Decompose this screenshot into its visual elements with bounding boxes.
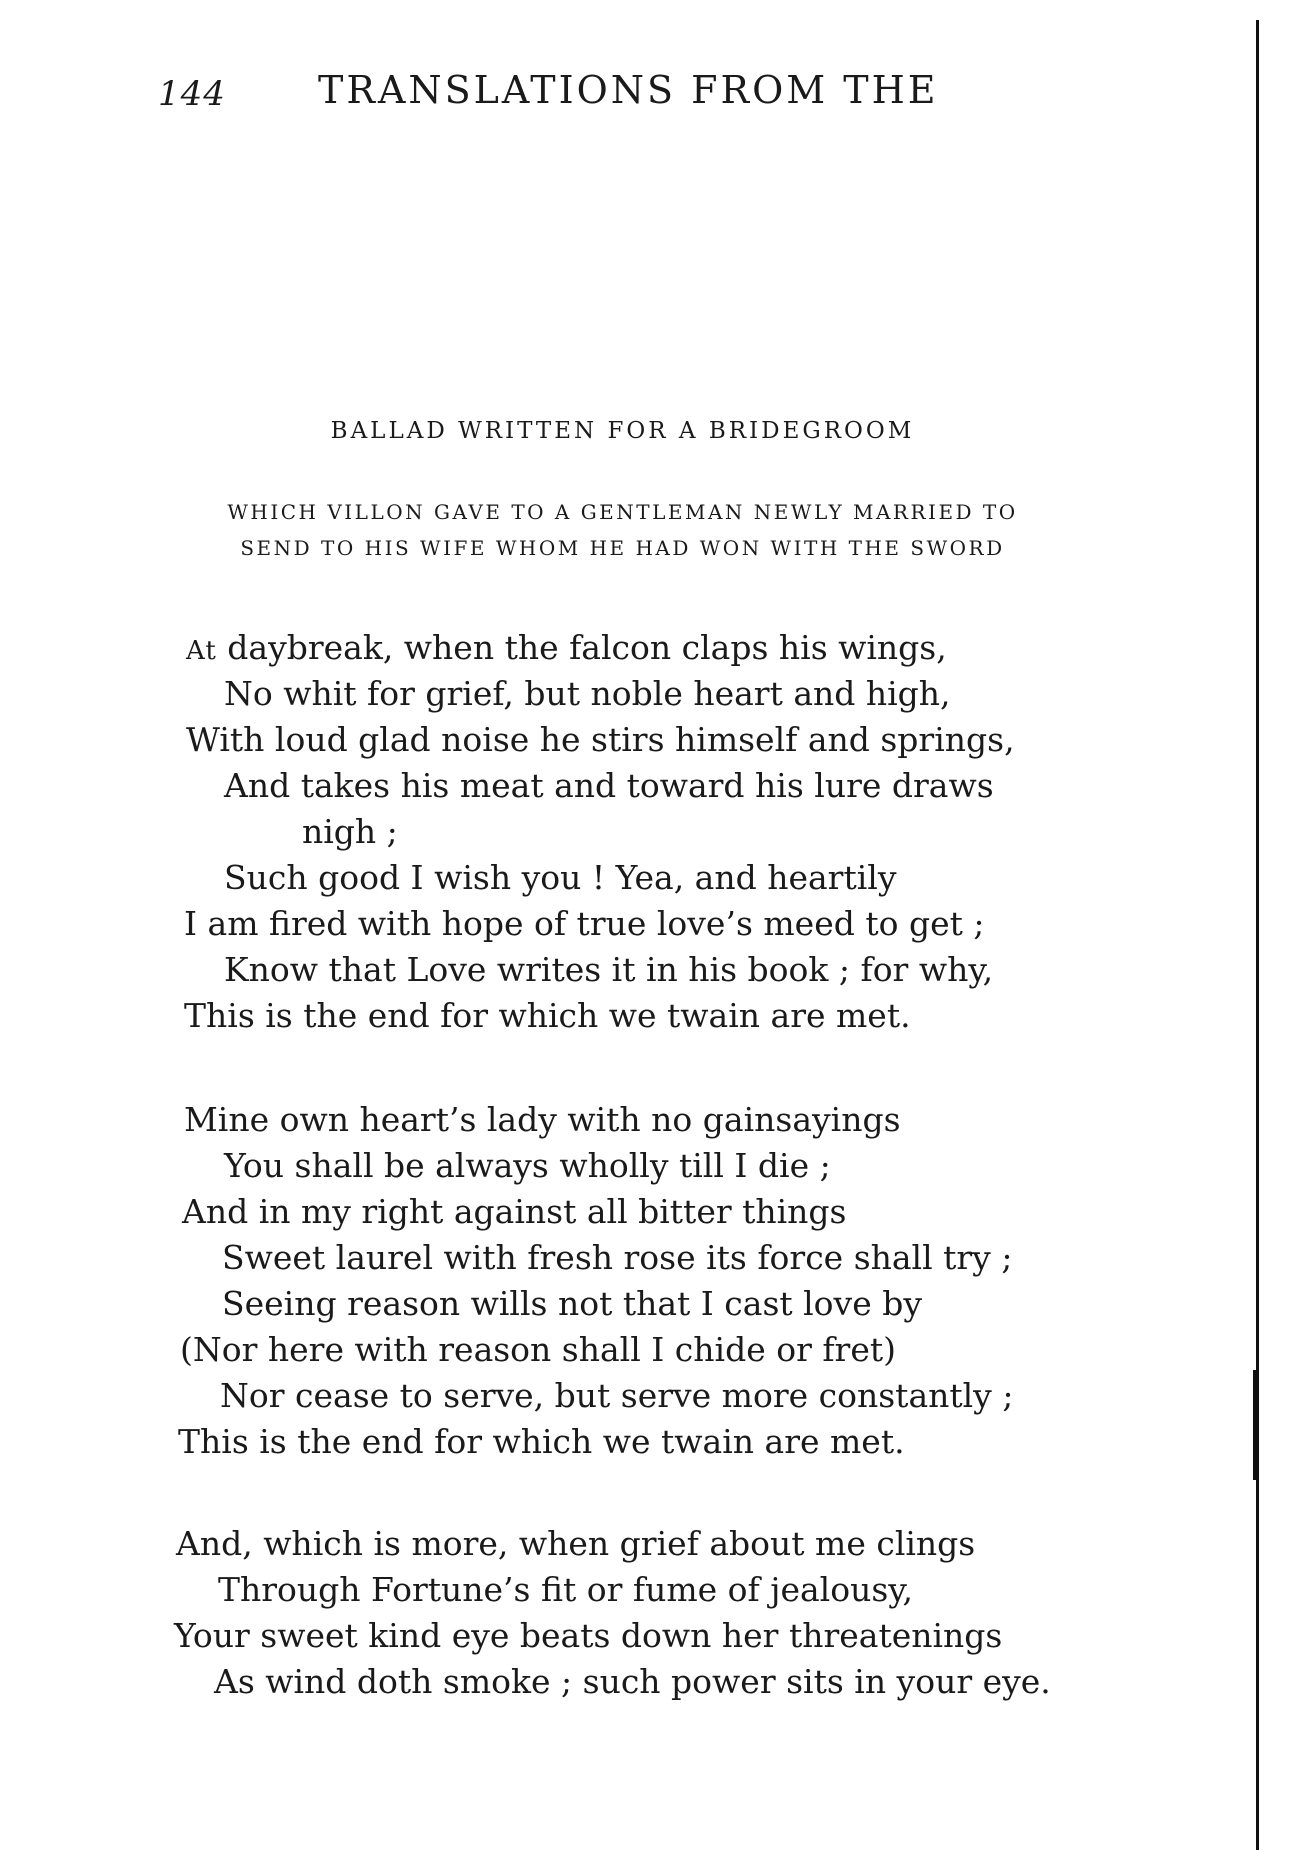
stanza3-line4: As wind doth smoke ; such power sits in your eye. bbox=[214, 1662, 1051, 1701]
stanza1-line7: Know that Love writes it in his book ; for why, bbox=[224, 950, 994, 989]
stanza3-line1: And, which is more, when grief about me clings bbox=[176, 1524, 976, 1563]
page-edge-rule-thick bbox=[1253, 1370, 1257, 1480]
ballad-subtitle-line-2: SEND TO HIS WIFE WHOM HE HAD WON WITH THE SWORD bbox=[240, 536, 1005, 560]
stanza1-line6: I am fired with hope of true love’s meed to get ; bbox=[184, 904, 985, 943]
running-title: TRANSLATIONS FROM THE bbox=[318, 68, 939, 112]
stanza1-line5: Such good I wish you ! Yea, and heartily bbox=[224, 858, 897, 897]
stanza1-line1-text: daybreak, when the falcon claps his wings, bbox=[216, 628, 947, 667]
stanza1-line4: And takes his meat and toward his lure draws bbox=[224, 766, 994, 805]
stanza2-line4: Sweet laurel with fresh rose its force shall try ; bbox=[222, 1238, 1013, 1277]
stanza2-line1: Mine own heart’s lady with no gainsayings bbox=[184, 1100, 901, 1139]
ballad-subtitle-line-1: WHICH VILLON GAVE TO A GENTLEMAN NEWLY MARRIED TO bbox=[227, 500, 1018, 524]
stanza2-line8: This is the end for which we twain are met. bbox=[178, 1422, 905, 1461]
stanza2-line5: Seeing reason wills not that I cast love by bbox=[222, 1284, 922, 1323]
first-word-smallcaps: At bbox=[186, 636, 217, 666]
stanza2-line3: And in my right against all bitter things bbox=[182, 1192, 847, 1231]
ballad-title: BALLAD WRITTEN FOR A BRIDEGROOM bbox=[330, 418, 915, 444]
stanza2-line2: You shall be always wholly till I die ; bbox=[224, 1146, 831, 1185]
stanza2-line6: (Nor here with reason shall I chide or fret) bbox=[180, 1330, 896, 1369]
running-head bbox=[0, 68, 1289, 118]
stanza3-line3: Your sweet kind eye beats down her threatenings bbox=[174, 1616, 1003, 1655]
stanza1-line4-continuation: nigh ; bbox=[302, 812, 398, 851]
stanza1-line2: No whit for grief, but noble heart and high, bbox=[224, 674, 951, 713]
page-edge-rule bbox=[1256, 20, 1259, 1850]
stanza1-line8: This is the end for which we twain are met. bbox=[184, 996, 911, 1035]
stanza1-line1 bbox=[186, 628, 947, 667]
page-number: 144 bbox=[158, 74, 226, 114]
stanza2-line7: Nor cease to serve, but serve more constantly ; bbox=[220, 1376, 1014, 1415]
stanza1-line3: With loud glad noise he stirs himself and springs, bbox=[186, 720, 1015, 759]
stanza3-line2: Through Fortune’s fit or fume of jealousy, bbox=[218, 1570, 914, 1609]
